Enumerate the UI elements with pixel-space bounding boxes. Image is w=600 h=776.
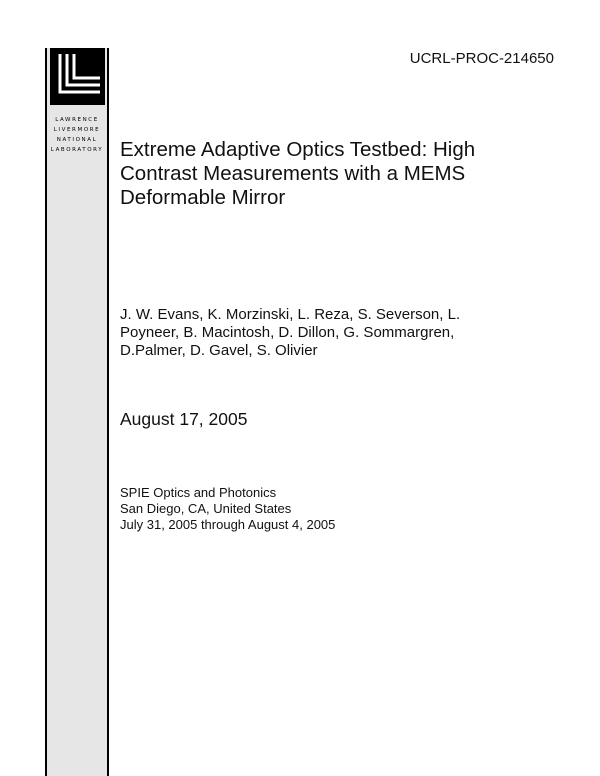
lab-name-line: LAWRENCE xyxy=(55,117,99,123)
conference-name: SPIE Optics and Photonics xyxy=(120,485,277,500)
title-line: Extreme Adaptive Optics Testbed: High xyxy=(120,138,476,161)
lab-name-line: LIVERMORE xyxy=(53,127,101,133)
conference-info xyxy=(120,485,335,533)
publication-date: August 17, 2005 xyxy=(120,409,248,429)
authors-line: J. W. Evans, K. Morzinski, L. Reza, S. Severson, L. xyxy=(120,306,461,323)
title-line: Deformable Mirror xyxy=(120,186,286,209)
authors-line: D.Palmer, D. Gavel, S. Olivier xyxy=(120,342,318,359)
lab-name-line: LABORATORY xyxy=(50,147,104,153)
lab-name-line: NATIONAL xyxy=(56,137,98,143)
conference-location: San Diego, CA, United States xyxy=(120,501,292,516)
authors-line: Poyneer, B. Macintosh, D. Dillon, G. Sommargren, xyxy=(120,324,455,341)
report-id: UCRL-PROC-214650 xyxy=(409,50,554,67)
document-title xyxy=(120,138,560,210)
lab-name xyxy=(47,115,107,155)
sidebar-band xyxy=(45,48,109,776)
authors xyxy=(120,306,560,360)
llnl-logo-icon xyxy=(50,48,105,105)
conference-dates: July 31, 2005 through August 4, 2005 xyxy=(120,517,336,532)
title-line: Contrast Measurements with a MEMS xyxy=(120,162,466,185)
